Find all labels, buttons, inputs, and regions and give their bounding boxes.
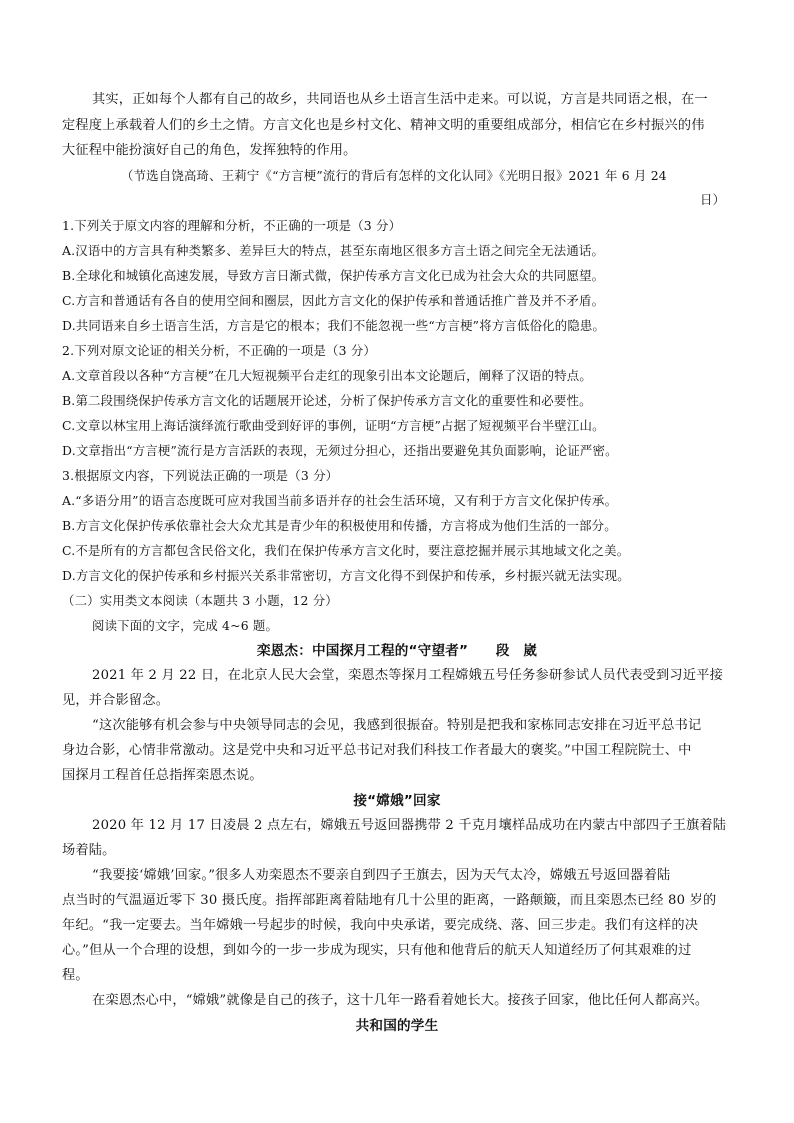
passage-line: 定程度上承载着人们的乡土之情。方言文化也是乡村文化、精神文明的重要组成部分，相信它在乡村振兴的伟 [62, 118, 705, 133]
section-instruction: 阅读下面的文字，完成 4~6 题。 [92, 618, 279, 633]
article-paragraph-line: 点当时的气温逼近零下 30 摄氏度。指挥部距离着陆地有几十公里的距离，一路颠簸，而且栾恩杰已经 80 岁的 [62, 893, 717, 908]
article-title: 栾恩杰：中国探月工程的“守望者” 段 崴 [256, 643, 538, 659]
article-paragraph-line: 年纪。“我一定要去。当年嫦娥一号起步的时候，我向中央承诺，要完成绕、落、回三步走。我们有这样的决 [62, 918, 699, 933]
article-paragraph-line: 见，并合影留念。 [62, 693, 170, 708]
question-option: A.文章首段以各种“方言梗”在几大短视频平台走红的现象引出本文论题后，阐释了汉语的特点。 [62, 368, 592, 383]
article-subtitle: 共和国的学生 [355, 1018, 439, 1034]
question-stem: 2.下列对原文论证的相关分析，不正确的一项是（3 分） [62, 343, 377, 358]
article-subtitle: 接“嫦娥”回家 [353, 793, 441, 809]
passage-line: 大征程中能扮演好自己的角色，发挥独特的作用。 [62, 143, 357, 158]
article-paragraph-line: “我要接‘嫦娥’回家。”很多人劝栾恩杰不要亲自到四子王旗去，因为天气太冷，嫦娥五号返回器着陆 [92, 868, 671, 883]
article-paragraph-line: 在栾恩杰心中，“嫦娥”就像是自己的孩子，这十几年一路看着她长大。接孩子回家，他比任何人都高兴。 [92, 993, 709, 1008]
question-option: C.不是所有的方言都包含民俗文化，我们在保护传承方言文化时，要注意挖掘并展示其地域文化之美。 [62, 543, 630, 558]
question-option: B.第二段围绕保护传承方言文化的话题展开论述，分析了保护传承方言文化的重要性和必要性。 [62, 393, 592, 408]
question-stem: 1.下列关于原文内容的理解和分析，不正确的一项是（3 分） [62, 218, 402, 233]
question-option: A.“多语分用”的语言态度既可应对我国当前多语并存的社会生活环境，又有利于方言文化保护传承。 [62, 493, 618, 508]
article-paragraph-line: 2021 年 2 月 22 日，在北京人民大会堂，栾恩杰等探月工程嫦娥五号任务参研参试人员代表受到习近平接 [92, 668, 723, 683]
article-paragraph-line: 2020 年 12 月 17 日凌晨 2 点左右，嫦娥五号返回器携带 2 千克月壤样品成功在内蒙古中部四子王旗着陆 [92, 818, 727, 833]
question-option: D.方言文化的保护传承和乡村振兴关系非常密切，方言文化得不到保护和传承，乡村振兴就无法实现。 [62, 568, 630, 583]
article-paragraph-line: 场着陆。 [62, 843, 116, 858]
question-stem: 3.根据原文内容，下列说法正确的一项是（3 分） [62, 468, 339, 483]
article-paragraph-line: “这次能够有机会参与中央领导同志的会见，我感到很振奋。特别是把我和家栋同志安排在习近平总书记 [92, 718, 702, 733]
question-option: B.方言文化保护传承依靠社会大众尤其是青少年的积极使用和传播，方言将成为他们生活的一部分。 [62, 518, 617, 533]
passage-line: 其实，正如每个人都有自己的故乡，共同语也从乡土语言生活中走来。可以说，方言是共同语之根，在一 [92, 92, 708, 107]
source-citation: （节选自饶高琦、王莉宁《“方言梗”流行的背后有怎样的文化认同》《光明日报》2021 年 6 月 24 [121, 168, 667, 183]
question-option: C.文章以林宝用上海话演绎流行歌曲受到好评的事例，证明“方言梗”占据了短视频平台半壁江山。 [62, 418, 605, 433]
source-citation-end: 日） [700, 192, 726, 207]
article-paragraph-line: 身边合影，心情非常激动。这是党中央和习近平总书记对我们科技工作者最大的褒奖。”中国工程院院士、中 [62, 743, 692, 758]
question-option: D.共同语来自乡土语言生活，方言是它的根本；我们不能忽视一些“方言梗”将方言低俗化的隐患。 [62, 318, 606, 333]
article-paragraph-line: 程。 [62, 968, 89, 983]
question-option: B.全球化和城镇化高速发展，导致方言日渐式微，保护传承方言文化已成为社会大众的共同愿望。 [62, 268, 605, 283]
question-option: D.文章指出“方言梗”流行是方言活跃的表现，无须过分担心，还指出要避免其负面影响，论证严密。 [62, 443, 618, 458]
section-heading: （二）实用类文本阅读（本题共 3 小题，12 分） [62, 593, 338, 608]
article-paragraph-line: 国探月工程首任总指挥栾恩杰说。 [62, 768, 263, 783]
question-option: C.方言和普通话有各自的使用空间和圈层，因此方言文化的保护传承和普通话推广普及并不矛盾。 [62, 293, 605, 308]
article-paragraph-line: 心。”但从一个合理的设想，到如今的一步一步成为现实，只有他和他背后的航天人知道经历了何其艰难的过 [62, 943, 692, 958]
question-option: A.汉语中的方言具有种类繁多、差异巨大的特点，甚至东南地区很多方言土语之间完全无法通话。 [62, 243, 605, 258]
